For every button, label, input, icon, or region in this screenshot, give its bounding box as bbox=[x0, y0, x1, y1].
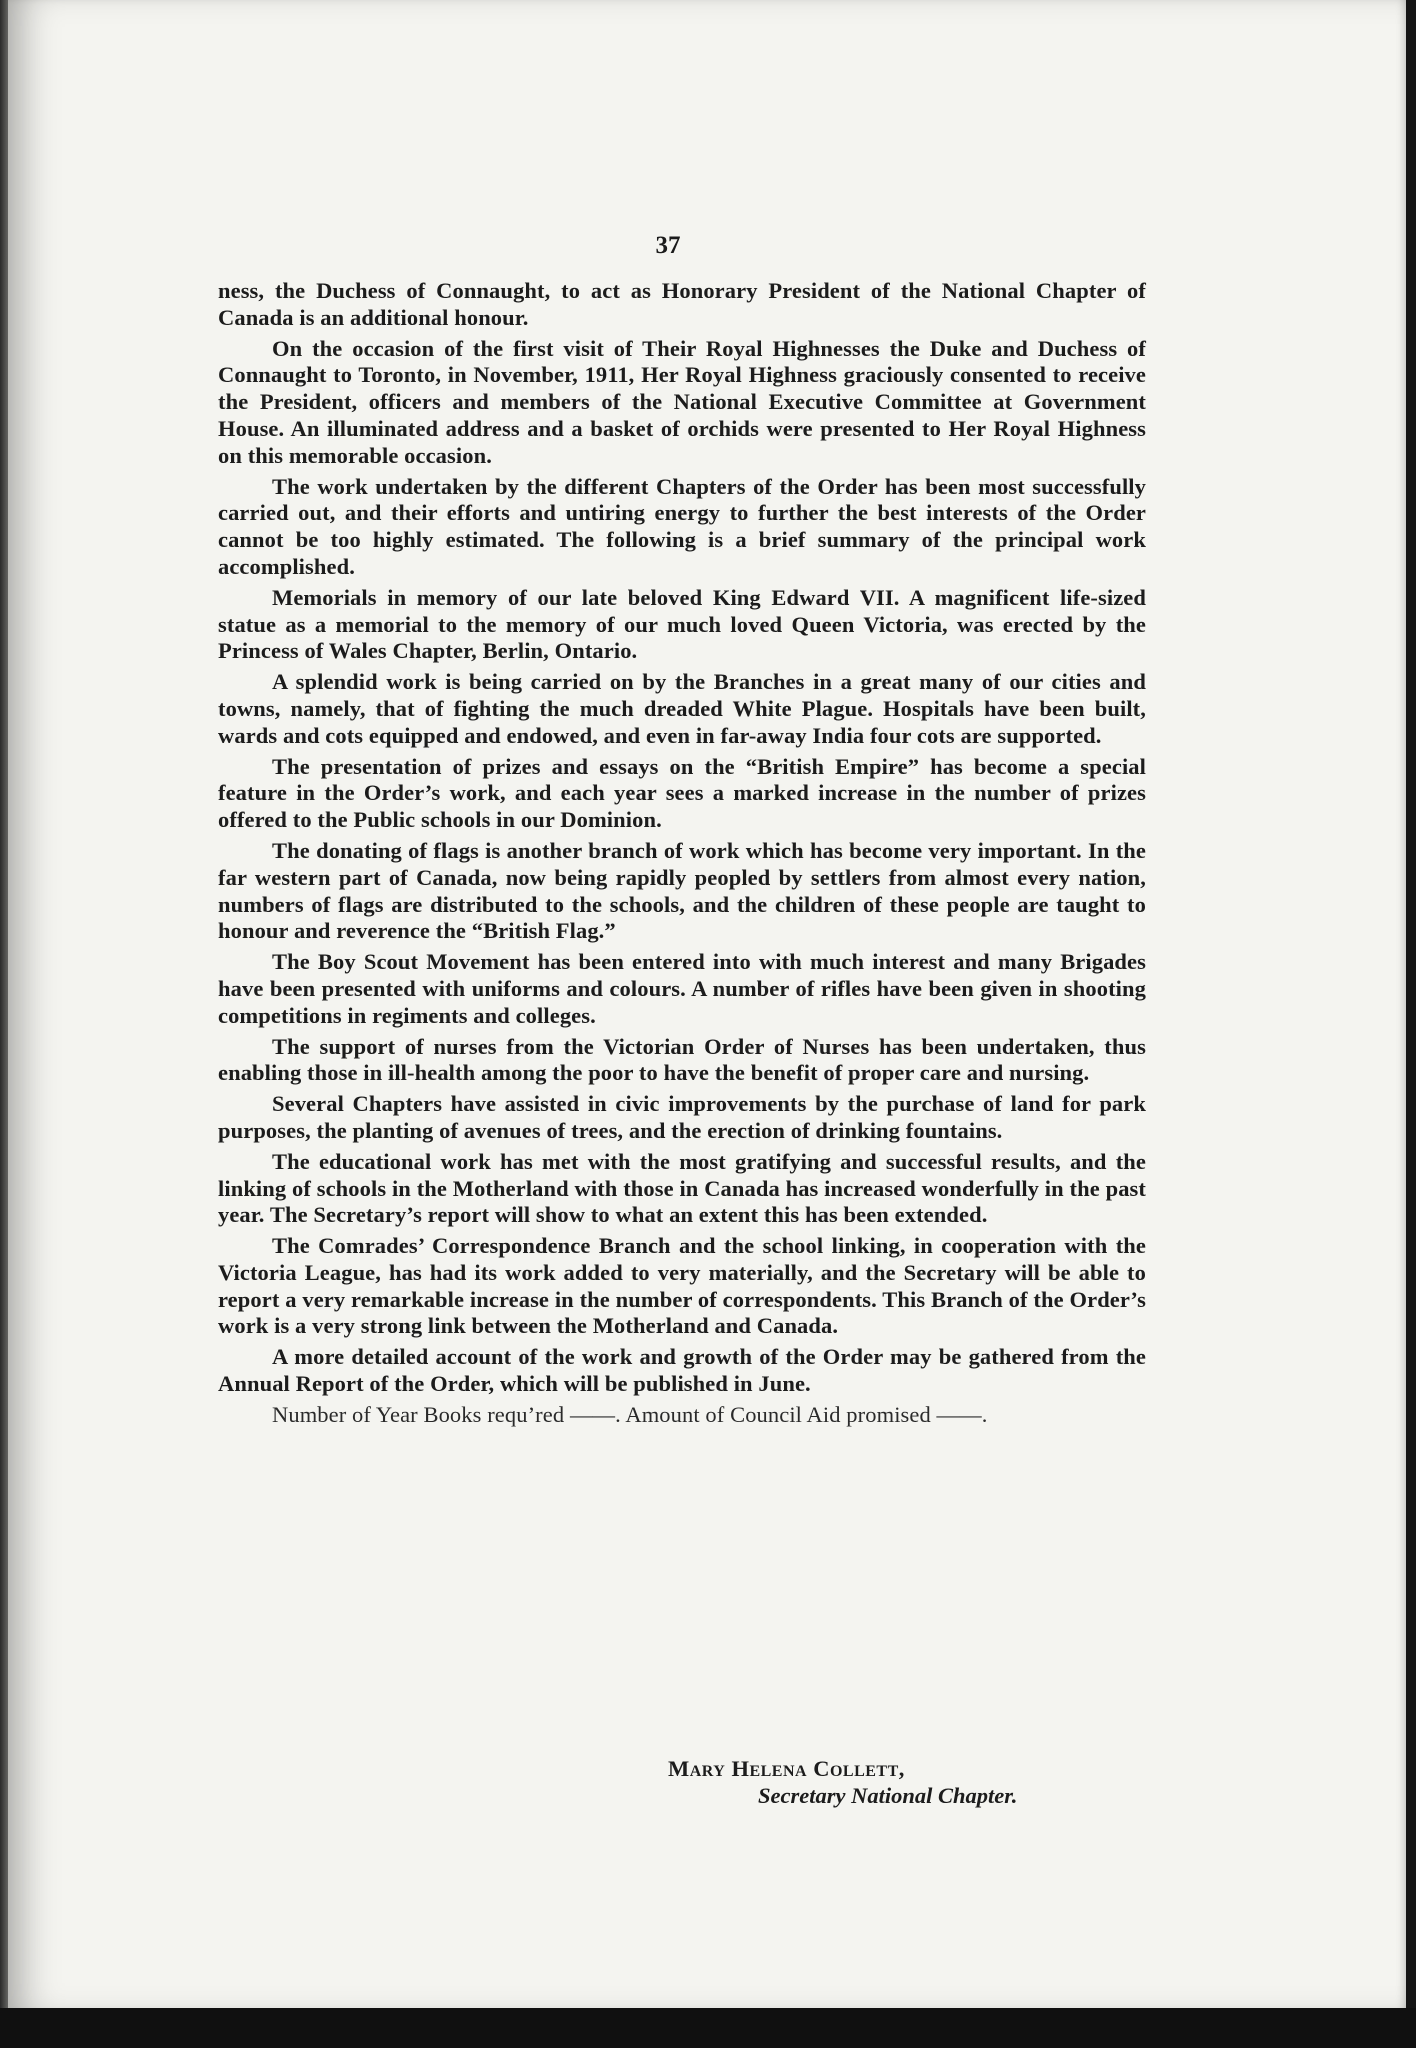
paragraph-nurses: The support of nurses from the Victorian Order of Nurses has been undertaken, thus enabling those in ill-health among the poor to have the benefit of proper care and nursing. bbox=[218, 1033, 1146, 1086]
signature-name: Mary Helena Collett, bbox=[668, 1756, 905, 1781]
page-number: 37 bbox=[655, 232, 681, 259]
signature-block bbox=[668, 1755, 1017, 1809]
paragraph-memorials: Memorials in memory of our late beloved King Edward VII. A magnificent life-sized statue as a memorial to the memory of our much loved Queen Victoria, was erected by the Princess of Wales Chapter, Berlin, Ontario. bbox=[218, 584, 1146, 664]
paragraph-chapters-work: The work undertaken by the different Chapters of the Order has been most successfully carried out, and their efforts and untiring energy to further the best interests of the Order cannot be too highly estimated. The following is a brief summary of the principal work accomplished. bbox=[218, 473, 1146, 579]
paragraph-flags: The donating of flags is another branch of work which has become very important. In the far western part of Canada, now being rapidly peopled by settlers from almost every nation, numbers of flags are distributed to the schools, and the children of these people are taught to honour and reverence the “British Flag.” bbox=[218, 837, 1146, 944]
paragraph-honorary-president: ness, the Duchess of Connaught, to act as Honorary President of the National Chapter of Canada is an additional honour. bbox=[218, 278, 1146, 330]
paragraph-prizes-essays: The presentation of prizes and essays on the “British Empire” has become a special feature in the Order’s work, and each year sees a marked increase in the number of prizes offered to the Public schools in our Dominion. bbox=[218, 753, 1146, 833]
document-page bbox=[8, 0, 1406, 2010]
paragraph-royal-visit: On the occasion of the first visit of Their Royal Highnesses the Duke and Duchess of Connaught to Toronto, in November, 1911, Her Royal Highness graciously consented to receive the President, officers and members of the National Executive Committee at Government House. An illuminated address and a basket of orchids were presented to Her Royal Highness on this memorable occasion. bbox=[218, 335, 1146, 468]
paragraph-year-books: Number of Year Books requ’red ——. Amount of Council Aid promised ——. bbox=[272, 1401, 988, 1427]
paragraph-correspondence-branch: The Comrades’ Correspondence Branch and the school linking, in cooperation with the Victoria League, has had its work added to very materially, and the Secretary will be able to report a very remarkable increase in the number of correspondents. This Branch of the Order’s work is a very strong link between the Motherland and Canada. bbox=[218, 1233, 1146, 1339]
paragraph-white-plague: A splendid work is being carried on by the Branches in a great many of our cities and towns, namely, that of fighting the much dreaded White Plague. Hospitals have been built, wards and cots equipped and endowed, and even in far-away India four cots are supported. bbox=[218, 669, 1146, 748]
paragraph-civic-improvements: Several Chapters have assisted in civic improvements by the purchase of land for park purposes, the planting of avenues of trees, and the erection of drinking fountains. bbox=[218, 1091, 1146, 1143]
paragraph-annual-report: A more detailed account of the work and growth of the Order may be gathered from the Annual Report of the Order, which will be published in June. bbox=[218, 1344, 1146, 1397]
signature-title: Secretary National Chapter. bbox=[758, 1783, 1018, 1808]
body-text bbox=[218, 278, 1146, 1433]
paragraph-boy-scouts: The Boy Scout Movement has been entered into with much interest and many Brigades have been presented with uniforms and colours. A number of rifles have been given in shooting competitions in regiments and colleges. bbox=[218, 949, 1146, 1028]
paragraph-educational-work: The educational work has met with the most gratifying and successful results, and the linking of schools in the Motherland with those in Canada has increased wonderfully in the past year. The Secretary’s report will show to what an extent this has been extended. bbox=[218, 1148, 1146, 1228]
scan-bottom-edge bbox=[0, 2008, 1416, 2048]
